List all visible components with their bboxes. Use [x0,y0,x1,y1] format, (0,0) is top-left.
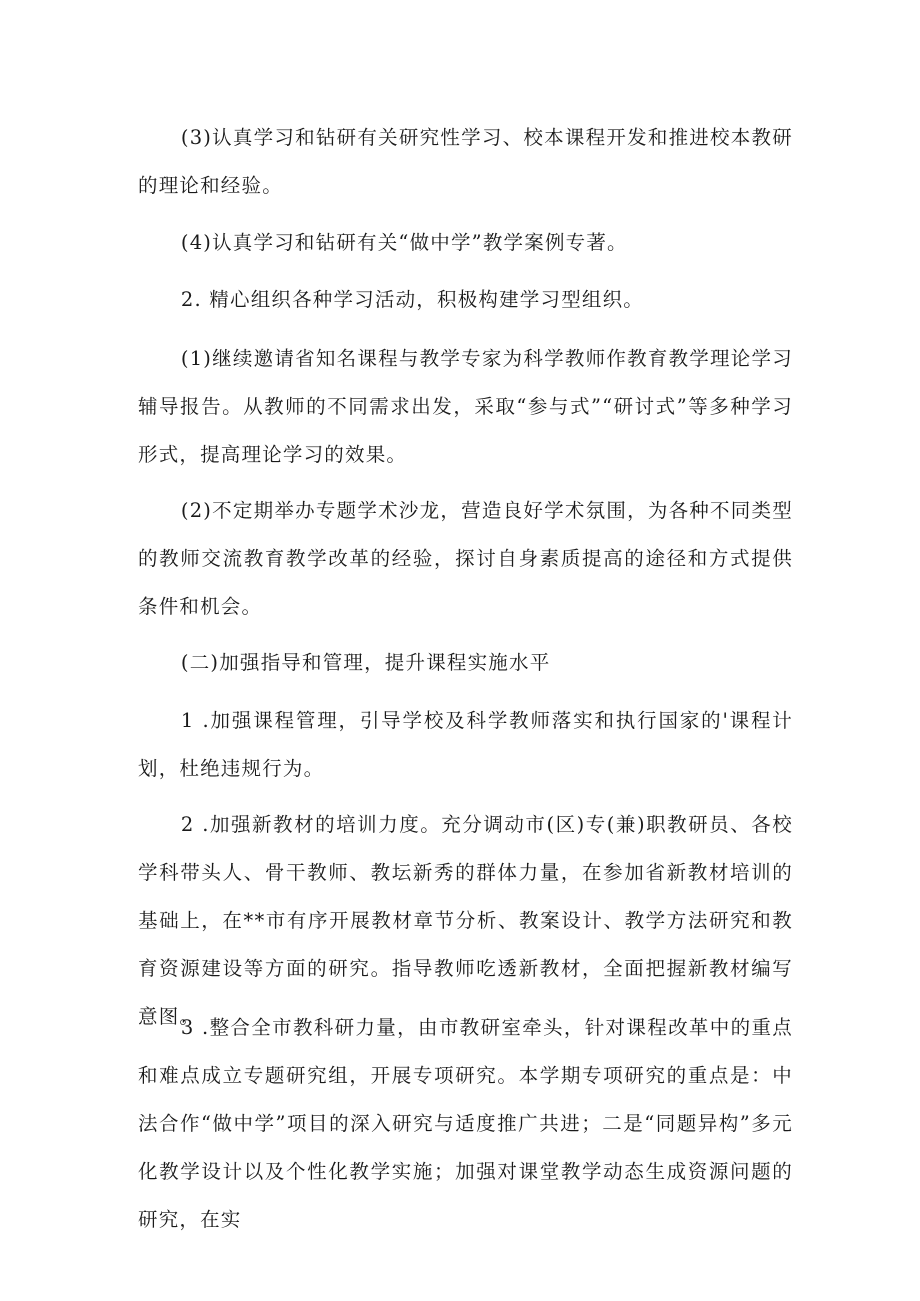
paragraph-course-management: 1 .加强课程管理，引导学校及科学教师落实和执行国家的'课程计划，杜绝违规行为。 [138,709,793,780]
paragraph-organize-learning: 2. 精心组织各种学习活动，积极构建学习型组织。 [180,288,644,311]
paragraph-academic-salon: (2)不定期举办专题学术沙龙，营造良好学术氛围，为各种不同类型的教师交流教育教学改革的经验，探讨自身素质提高的途径和方式提供条件和机会。 [138,499,793,618]
paragraph-study-case-books: (4)认真学习和钻研有关“做中学”教学案例专著。 [180,231,628,254]
paragraph-study-research-theory: (3)认真学习和钻研有关研究性学习、校本课程开发和推进校本教研的理论和经验。 [138,126,793,197]
paragraph-invite-experts: (1)继续邀请省知名课程与教学专家为科学教师作教育教学理论学习辅导报告。从教师的不同需求出发，采取“参与式”“研讨式”等多种学习形式，提高理论学习的效果。 [138,347,793,466]
section-heading-guidance-management: (二)加强指导和管理，提升课程实施水平 [180,651,551,674]
paragraph-new-textbook-training: 2 .加强新教材的培训力度。充分调动市(区)专(兼)职教研员、各校学科带头人、骨干教师、教坛新秀的群体力量，在参加省新教材培训的基础上，在**市有序开展教材章节分析、教案设计、教学方法研究和教育资源建设等方面的研究。指导教师吃透新教材，全面把握新教材编写意图。 [138,813,793,1028]
paragraph-integrate-research: 3 .整合全市教科研力量，由市教研室牵头，针对课程改革中的重点和难点成立专题研究组，开展专项研究。本学期专项研究的重点是：中法合作“做中学”项目的深入研究与适度推广共进；二是“同题异构”多元化教学设计以及个性化教学实施；加强对课堂教学动态生成资源问题的研究，在实 [138,1016,793,1231]
